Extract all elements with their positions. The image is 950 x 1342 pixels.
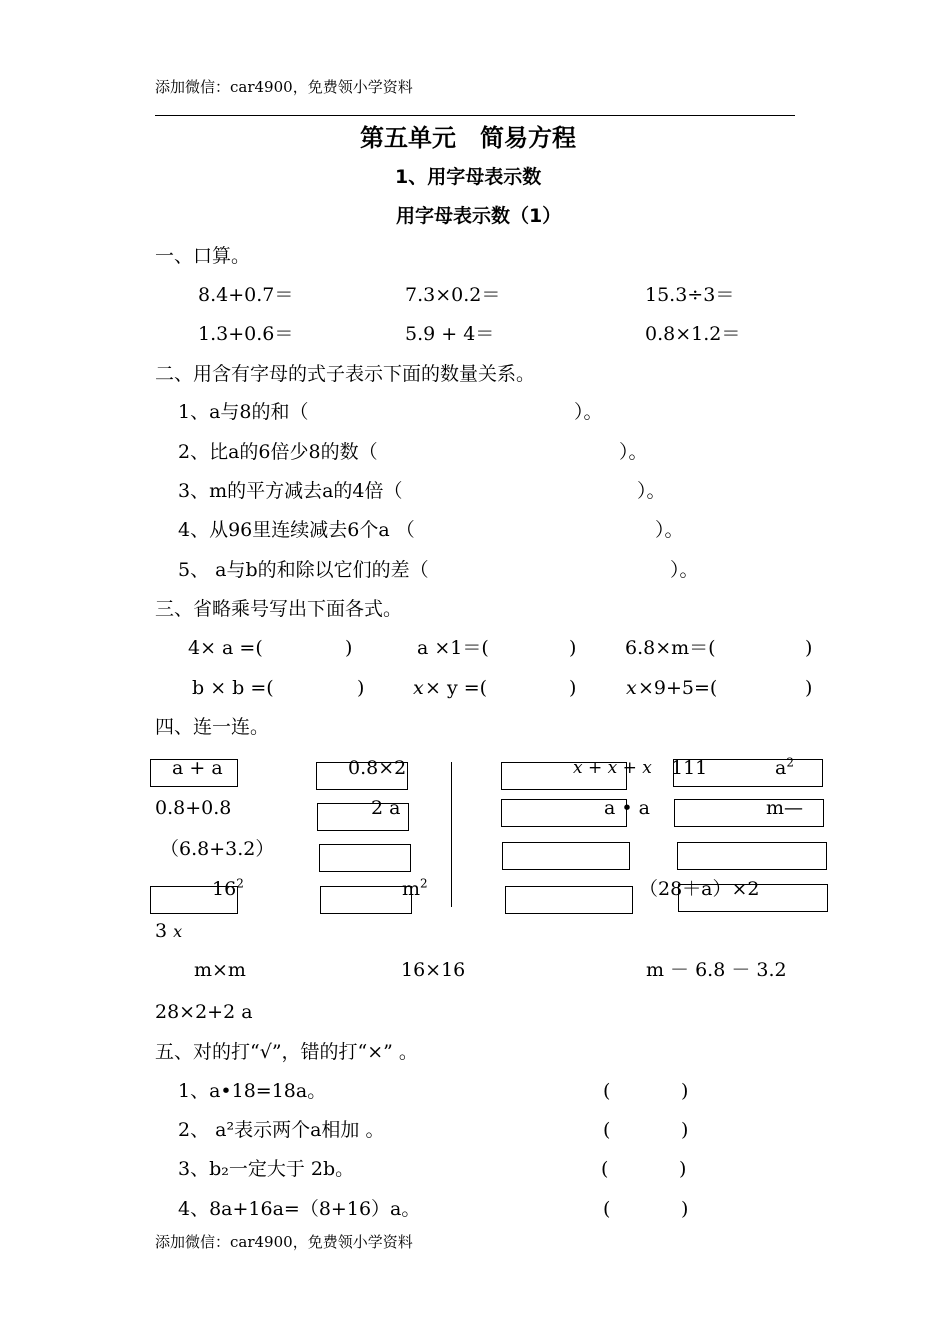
match-right-expr: 111 (671, 757, 708, 779)
shorthand-item: 4× a =( (188, 637, 263, 659)
superscript-2: 2 (420, 876, 428, 891)
coefficient-3: 3 (155, 920, 174, 942)
oral-item: 5.9 + 4＝ (405, 323, 495, 345)
match-right-expr: m— (766, 797, 804, 819)
shorthand-close: ) (345, 637, 353, 659)
superscript-2: 2 (236, 876, 244, 891)
match-mid-expr: 2 a (371, 797, 401, 819)
answer-paren-close: ) (679, 1158, 687, 1180)
match-left-expr (212, 878, 244, 900)
match-left-base: 16 (212, 878, 237, 900)
oral-item: 8.4+0.7＝ (198, 284, 294, 306)
lesson-subtitle: 用字母表示数（1） (396, 205, 562, 227)
match-left-expr: （6.8+3.2） (160, 838, 275, 860)
answer-paren-open: ( (601, 1158, 609, 1180)
match-bottom-expr: 16×16 (401, 959, 466, 981)
section-3-heading: 三、省略乘号写出下面各式。 (155, 598, 403, 620)
shorthand-item: a ×1＝( (417, 637, 489, 659)
superscript-2: 2 (786, 755, 794, 770)
section-5-heading: 五、对的打“√”，错的打“×” 。 (155, 1041, 418, 1063)
lesson-title: 1、用字母表示数 (395, 166, 542, 188)
match-left-expr: 0.8+0.8 (155, 797, 232, 819)
shorthand-item: b × b =( (192, 677, 274, 699)
expression-item-end: ）。 (574, 401, 603, 423)
expression-item-label: 5、 a与b的和除以它们的差（ (178, 559, 429, 581)
shorthand-item: × y =( (425, 677, 488, 699)
shorthand-close: ) (805, 677, 813, 699)
match-left-expr (155, 920, 182, 943)
judge-item: 2、 a²表示两个a相加 。 (178, 1119, 385, 1141)
oral-item: 7.3×0.2＝ (405, 284, 501, 306)
expression-item-label: 2、比a的6倍少8的数（ (178, 441, 378, 463)
shorthand-close: ) (569, 677, 577, 699)
shorthand-close: ) (805, 637, 813, 659)
oral-item: 1.3+0.6＝ (198, 323, 294, 345)
expression-item-label: 4、从96里连续减去6个a （ (178, 519, 415, 541)
answer-paren-close: ) (681, 1198, 689, 1220)
header-note: 添加微信：car4900，免费领小学资料 (155, 78, 413, 96)
match-bottom-expr: m×m (194, 959, 246, 981)
match-mid-expr (402, 878, 428, 900)
match-mid-expr: 0.8×2 (348, 757, 407, 779)
answer-paren-open: ( (603, 1080, 611, 1102)
match-right-expr: a • a (604, 797, 650, 819)
match-right-expr: （28＋a）×2 (639, 878, 760, 900)
section-2-heading: 二、用含有字母的式子表示下面的数量关系。 (155, 363, 536, 385)
match-box[interactable] (677, 842, 827, 870)
shorthand-item: 6.8×m＝( (625, 637, 716, 659)
oral-item: 0.8×1.2＝ (645, 323, 741, 345)
judge-item: 1、a•18=18a。 (178, 1080, 327, 1102)
match-mid-base: m (402, 878, 421, 900)
shorthand-close: ) (569, 637, 577, 659)
match-box[interactable] (505, 886, 633, 914)
footer-note: 添加微信：car4900，免费领小学资料 (155, 1233, 413, 1251)
variable-x: x (413, 677, 424, 699)
header-rule (155, 115, 795, 116)
expression-item-label: 1、a与8的和（ (178, 401, 309, 423)
match-right-expr: x + x + x (573, 758, 652, 778)
match-right-base: a (775, 757, 787, 779)
shorthand-close: ) (357, 677, 365, 699)
match-bottom-expr: m － 6.8 － 3.2 (646, 959, 787, 981)
match-bottom-expr: 28×2+2 a (155, 1001, 253, 1023)
answer-paren-close: ) (681, 1080, 689, 1102)
expression-item-label: 3、m的平方减去a的4倍（ (178, 480, 403, 502)
variable-x: x (626, 677, 637, 699)
expression-item-end: ）。 (619, 441, 648, 463)
expression-item-end: ）。 (637, 480, 666, 502)
oral-item: 15.3÷3＝ (645, 284, 735, 306)
match-box[interactable] (502, 842, 630, 870)
variable-x: x (173, 922, 183, 941)
answer-paren-open: ( (603, 1119, 611, 1141)
section-4-heading: 四、连一连。 (155, 716, 270, 738)
expression-item-end: ）。 (670, 559, 699, 581)
answer-paren-open: ( (603, 1198, 611, 1220)
divider-line (451, 762, 452, 907)
match-right-expr (775, 757, 794, 779)
expression-item-end: ）。 (655, 519, 684, 541)
judge-item: 4、8a+16a=（8+16）a。 (178, 1198, 421, 1220)
judge-item: 3、b₂一定大于 2b。 (178, 1158, 355, 1180)
match-box[interactable] (319, 844, 411, 872)
answer-paren-close: ) (681, 1119, 689, 1141)
shorthand-item: ×9+5=( (638, 677, 718, 699)
section-1-heading: 一、口算。 (155, 245, 251, 267)
match-left-expr: a + a (172, 757, 223, 779)
unit-title: 第五单元 简易方程 (360, 124, 576, 152)
match-box[interactable] (320, 886, 412, 914)
